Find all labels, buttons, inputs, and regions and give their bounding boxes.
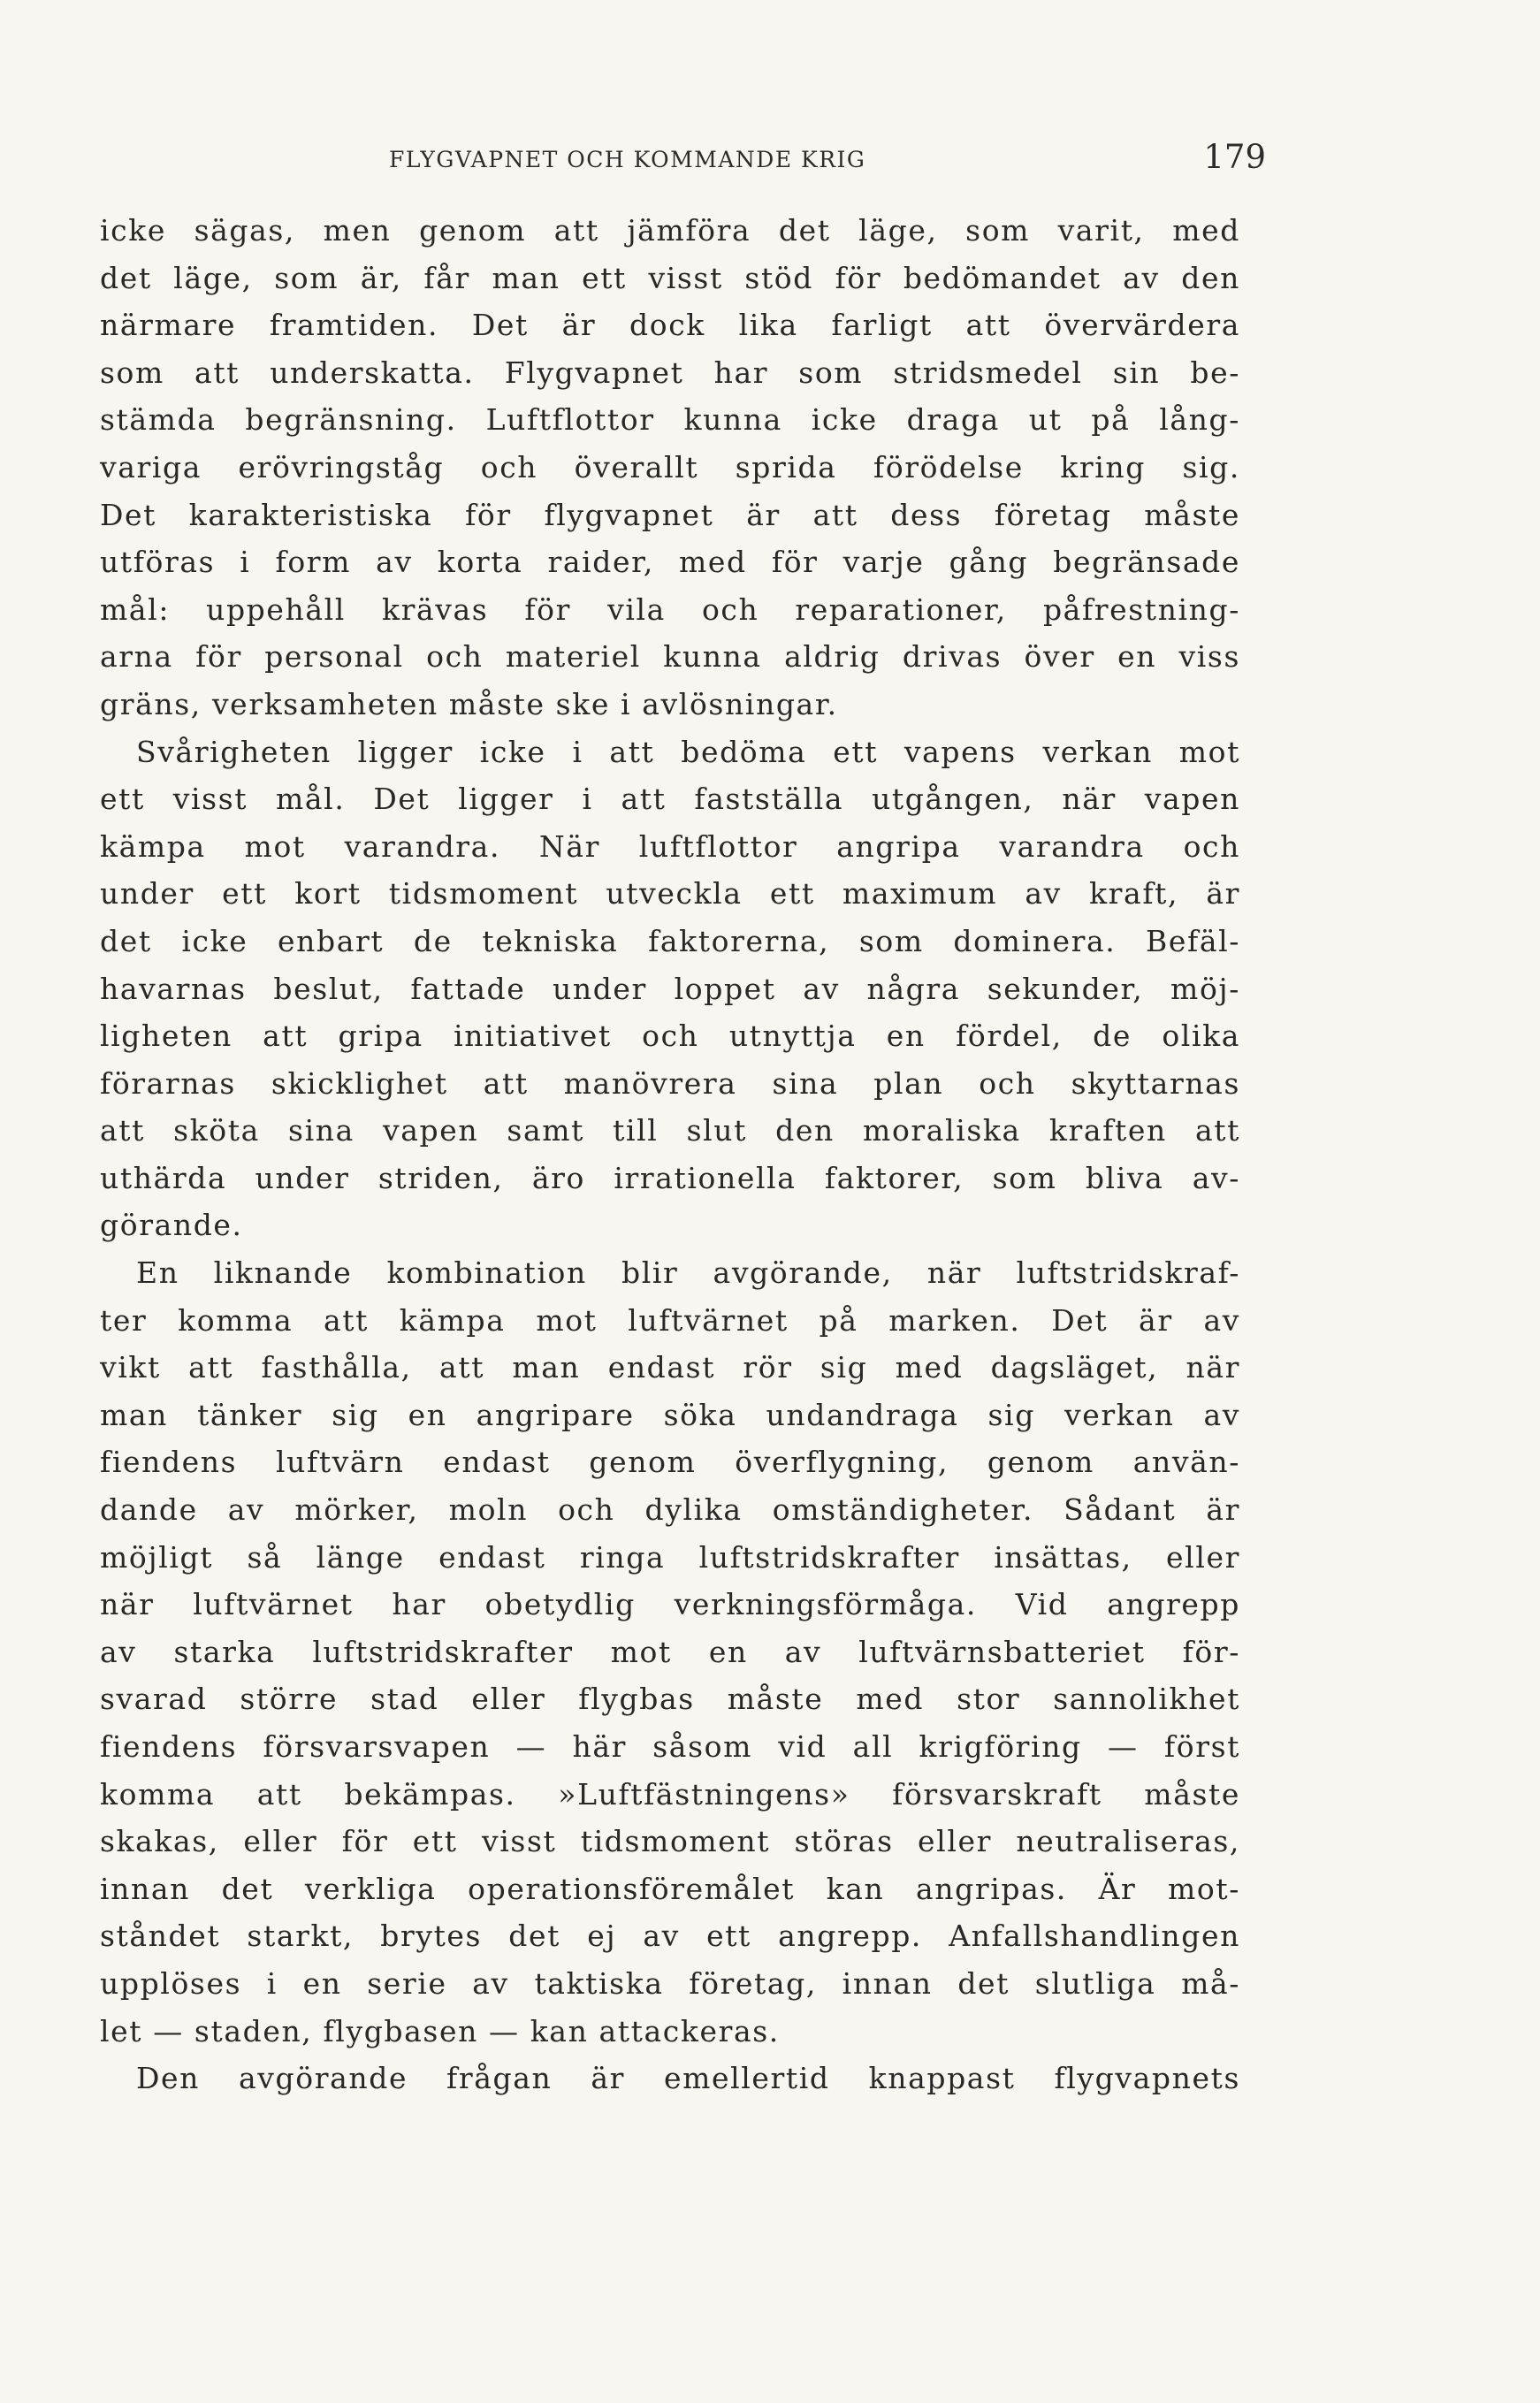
text-line: uthärda under striden, äro irrationella faktorer, som bliva av-: [100, 1160, 1240, 1195]
text-line: Det karakteristiska för flygvapnet är att dess företag måste: [100, 497, 1240, 532]
text-line: av starka luftstridskrafter mot en av luftvärnsbatteriet för-: [100, 1634, 1240, 1669]
running-head: FLYGVAPNET OCH KOMMANDE KRIG: [389, 147, 866, 172]
text-line: ter komma att kämpa mot luftvärnet på marken. Det är av: [100, 1302, 1240, 1338]
text-line: fiendens försvarsvapen — här såsom vid all krigföring — först: [100, 1729, 1240, 1764]
text-line: gräns, verksamheten måste ske i avlösningar.: [100, 686, 838, 721]
text-line: det icke enbart de tekniska faktorerna, som dominera. Befäl-: [100, 923, 1240, 958]
text-line: under ett kort tidsmoment utveckla ett maximum av kraft, är: [100, 876, 1240, 912]
text-line: görande.: [100, 1208, 243, 1243]
text-line: En liknande kombination blir avgörande, när luftstridskraf-: [136, 1255, 1240, 1291]
text-line: det läge, som är, får man ett visst stöd för bedömandet av den: [100, 260, 1240, 295]
text-line: ståndet starkt, brytes det ej av ett angrepp. Anfallshandlingen: [100, 1919, 1240, 1954]
text-line: upplöses i en serie av taktiska företag, innan det slutliga må-: [100, 1965, 1240, 2001]
text-line: innan det verkliga operationsföremålet kan angripas. Är mot-: [100, 1871, 1240, 1906]
text-line: vikt att fasthålla, att man endast rör sig med dagsläget, när: [100, 1350, 1240, 1385]
text-line: utföras i form av korta raider, med för varje gång begränsade: [100, 545, 1240, 580]
text-line: Den avgörande frågan är emellertid knappast flygvapnets: [136, 2061, 1240, 2096]
text-line: skakas, eller för ett visst tidsmoment störas eller neutraliseras,: [100, 1824, 1240, 1859]
text-line: Svårigheten ligger icke i att bedöma ett vapens verkan mot: [136, 734, 1240, 769]
text-line: att sköta sina vapen samt till slut den moraliska kraften att: [100, 1113, 1240, 1148]
text-line: let — staden, flygbasen — kan attackeras.: [100, 2013, 780, 2048]
body-text: [100, 207, 1240, 2102]
text-line: närmare framtiden. Det är dock lika farligt att övervärdera: [100, 308, 1240, 343]
text-line: havarnas beslut, fattade under loppet av några sekunder, möj-: [100, 971, 1240, 1006]
text-line: fiendens luftvärn endast genom överflygning, genom använ-: [100, 1445, 1240, 1480]
text-line: kämpa mot varandra. När luftflottor angripa varandra och: [100, 828, 1240, 864]
text-line: man tänker sig en angripare söka undandraga sig verkan av: [100, 1397, 1240, 1432]
text-line: stämda begränsning. Luftflottor kunna icke draga ut på lång-: [100, 402, 1240, 438]
text-line: svarad större stad eller flygbas måste med stor sannolikhet: [100, 1682, 1240, 1717]
text-line: ligheten att gripa initiativet och utnyttja en fördel, de olika: [100, 1018, 1240, 1054]
text-line: mål: uppehåll krävas för vila och reparationer, påfrestning-: [100, 591, 1240, 627]
text-line: förarnas skicklighet att manövrera sina plan och skyttarnas: [100, 1065, 1240, 1101]
text-line: icke sägas, men genom att jämföra det läge, som varit, med: [100, 213, 1240, 248]
text-line: ett visst mål. Det ligger i att fastställa utgången, när vapen: [100, 782, 1240, 817]
page-number: 179: [1203, 138, 1266, 176]
text-line: möjligt så länge endast ringa luftstridskrafter insättas, eller: [100, 1539, 1240, 1575]
text-line: komma att bekämpas. »Luftfästningens» försvarskraft måste: [100, 1776, 1240, 1812]
text-line: när luftvärnet har obetydlig verkningsförmåga. Vid angrepp: [100, 1587, 1240, 1622]
text-line: variga erövringståg och överallt sprida förödelse kring sig.: [100, 449, 1240, 484]
text-line: som att underskatta. Flygvapnet har som stridsmedel sin be-: [100, 355, 1240, 390]
text-line: dande av mörker, moln och dylika omständigheter. Sådant är: [100, 1492, 1240, 1528]
text-line: arna för personal och materiel kunna aldrig drivas över en viss: [100, 639, 1240, 675]
